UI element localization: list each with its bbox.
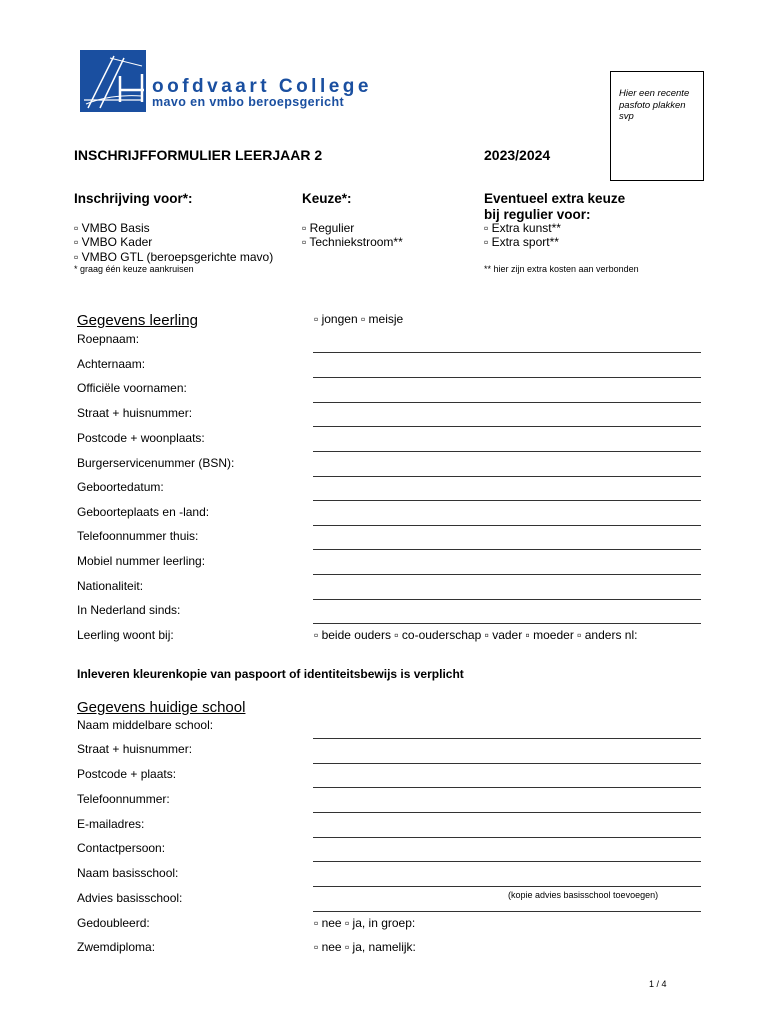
field-line-postcode[interactable] [313,451,701,452]
choice-heading: Keuze*: [302,191,352,206]
logo-subtitle: mavo en vmbo beroepsgericht [152,95,345,109]
field-label-advies: Advies basisschool: [77,891,183,905]
field-line-bsn[interactable] [313,476,701,477]
photo-instruction: Hier een recente pasfoto plakken svp [619,88,690,122]
field-line-contactpersoon[interactable] [313,861,701,862]
field-line-roepnaam[interactable] [313,352,701,353]
extra-cost-note: ** hier zijn extra kosten aan verbonden [484,264,639,274]
school-logo [80,50,390,115]
field-line-geboorteplaats[interactable] [313,525,701,526]
school-section-title: Gegevens huidige school [77,699,246,716]
school-year: 2023/2024 [484,147,551,163]
swim-diploma-options[interactable]: ▫ nee ▫ ja, namelijk: [314,940,416,954]
field-line-school-postcode[interactable] [313,787,701,788]
field-line-email[interactable] [313,837,701,838]
gender-options[interactable]: ▫ jongen ▫ meisje [314,312,404,326]
lives-with-options[interactable]: ▫ beide ouders ▫ co-ouderschap ▫ vader ▫ moeder ▫ anders nl: [314,628,638,642]
option-techniekstroom[interactable]: ▫ Techniekstroom** [302,235,403,249]
field-line-voornamen[interactable] [313,402,701,403]
field-label-achternaam: Achternaam: [77,357,146,371]
extra-choice-heading-line1: Eventueel extra keuze [484,191,626,206]
field-line-mobiel[interactable] [313,574,701,575]
enrollment-note: * graag één keuze aankruisen [74,264,194,274]
field-label-nationaliteit: Nationaliteit: [77,579,144,593]
field-label-straat: Straat + huisnummer: [77,406,193,420]
field-label-gedoubleerd: Gedoubleerd: [77,916,150,930]
field-line-middelbare-school[interactable] [313,738,701,739]
field-label-woont-bij: Leerling woont bij: [77,628,174,642]
field-label-middelbare-school: Naam middelbare school: [77,718,214,732]
field-label-geboorteplaats: Geboorteplaats en -land: [77,505,210,519]
page-number: 1 / 4 [649,979,667,989]
field-line-nl-sinds[interactable] [313,623,701,624]
field-line-straat[interactable] [313,426,701,427]
option-extra-kunst[interactable]: ▫ Extra kunst** [484,221,561,235]
option-vmbo-gtl[interactable]: ▫ VMBO GTL (beroepsgerichte mavo) [74,250,274,264]
field-label-geboortedatum: Geboortedatum: [77,480,164,494]
field-label-mobiel: Mobiel nummer leerling: [77,554,206,568]
field-label-roepnaam: Roepnaam: [77,332,140,346]
field-label-school-straat: Straat + huisnummer: [77,742,193,756]
field-label-zwemdiploma: Zwemdiploma: [77,940,156,954]
field-label-contactpersoon: Contactpersoon: [77,841,166,855]
field-label-postcode: Postcode + woonplaats: [77,431,205,445]
id-copy-notice: Inleveren kleurenkopie van paspoort of identiteitsbewijs is verplicht [77,667,464,681]
option-regulier[interactable]: ▫ Regulier [302,221,355,235]
enrollment-for-heading: Inschrijving voor*: [74,191,193,206]
field-label-nl-sinds: In Nederland sinds: [77,603,181,617]
field-line-geboortedatum[interactable] [313,500,701,501]
field-label-school-telefoon: Telefoonnummer: [77,792,170,806]
photo-placeholder [610,71,704,181]
field-line-school-telefoon[interactable] [313,812,701,813]
field-label-bsn: Burgerservicenummer (BSN): [77,456,235,470]
logo-name: oofdvaart College [152,76,372,97]
option-vmbo-basis[interactable]: ▫ VMBO Basis [74,221,150,235]
logo-emblem [80,50,146,112]
field-label-telefoon-thuis: Telefoonnummer thuis: [77,529,199,543]
field-line-nationaliteit[interactable] [313,599,701,600]
extra-choice-heading-line2: bij regulier voor: [484,207,591,222]
field-line-advies[interactable] [313,911,701,912]
option-vmbo-kader[interactable]: ▫ VMBO Kader [74,235,153,249]
option-extra-sport[interactable]: ▫ Extra sport** [484,235,559,249]
field-label-voornamen: Officiële voornamen: [77,381,187,395]
form-title: INSCHRIJFFORMULIER LEERJAAR 2 [74,147,323,163]
field-label-school-postcode: Postcode + plaats: [77,767,177,781]
repeated-year-options[interactable]: ▫ nee ▫ ja, in groep: [314,916,416,930]
field-label-email: E-mailadres: [77,817,145,831]
field-line-school-straat[interactable] [313,763,701,764]
student-section-title: Gegevens leerling [77,312,198,329]
field-line-basisschool[interactable] [313,886,701,887]
field-label-basisschool: Naam basisschool: [77,866,179,880]
field-line-achternaam[interactable] [313,377,701,378]
field-line-telefoon-thuis[interactable] [313,549,701,550]
advice-copy-note: (kopie advies basisschool toevoegen) [508,890,659,900]
